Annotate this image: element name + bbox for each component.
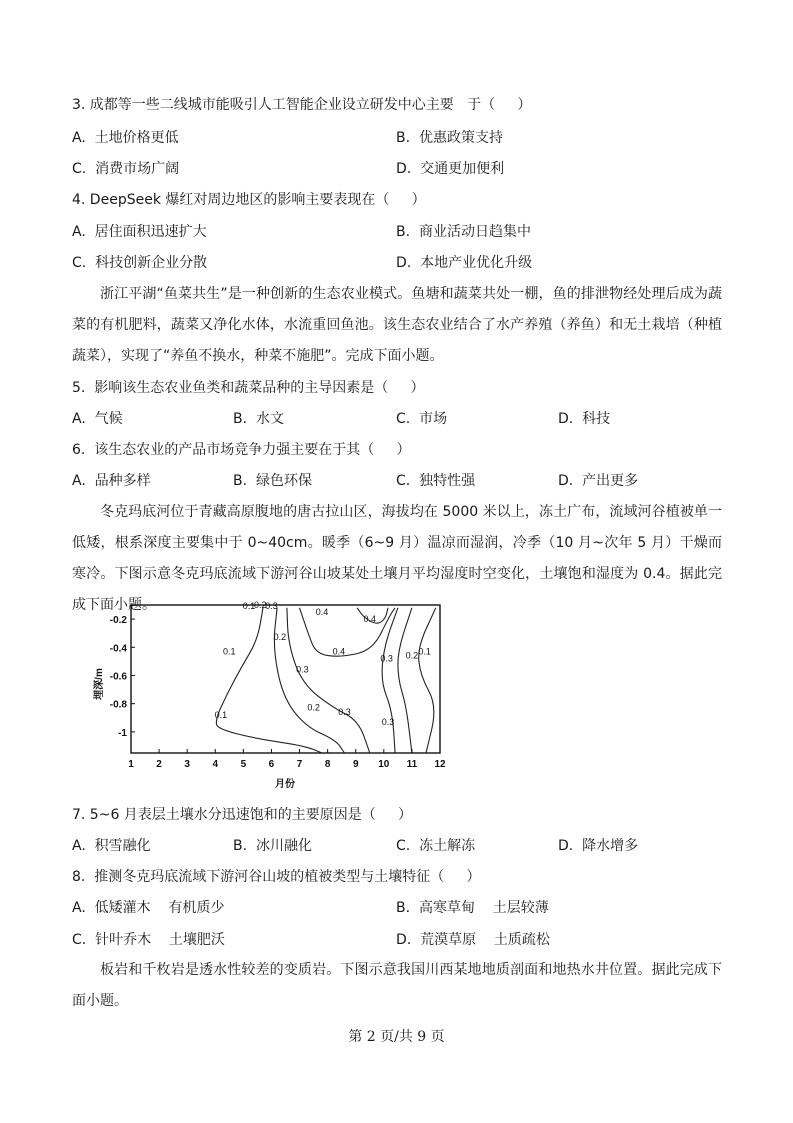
q3-option-c: C. 消费市场广阔 (72, 161, 180, 177)
contour-label: 0.1 (223, 646, 236, 657)
x-tick-label: 7 (296, 759, 303, 770)
x-axis-label: 月份 (275, 779, 295, 790)
y-tick-label: -1 (118, 727, 127, 739)
x-tick-label: 10 (378, 759, 390, 770)
q8-option-d: D. 荒漠草原 土质疏松 (396, 932, 550, 948)
contour-label: 0.2 (253, 599, 267, 610)
question-5-stem: 5. 影响该生态农业鱼类和蔬菜品种的主导因素是（ ） (72, 380, 425, 396)
x-tick-label: 5 (240, 759, 247, 770)
y-tick-label: -0.8 (109, 699, 127, 711)
q3-option-b: B. 优惠政策支持 (396, 130, 503, 146)
x-tick-label: 8 (324, 759, 331, 770)
x-tick-label: 9 (352, 759, 359, 770)
q8-option-b: B. 高寒草甸 土层较薄 (396, 900, 549, 916)
q7-option-a: A. 积雪融化 (72, 838, 151, 854)
contour-line-03-2 (287, 608, 370, 753)
contour-label: 0.3 (338, 706, 351, 717)
q7-option-d: D. 降水增多 (558, 838, 639, 854)
y-tick-label: -0.6 (109, 671, 127, 683)
question-6-stem: 6. 该生态农业的产品市场竞争力强主要在于其（ ） (72, 442, 411, 458)
x-tick-label: 4 (212, 759, 219, 770)
q5-option-c: C. 市场 (396, 411, 448, 427)
q4-option-c: C. 科技创新企业分散 (72, 255, 208, 271)
q6-option-a: A. 品种多样 (72, 473, 151, 489)
contour-lines (216, 608, 435, 753)
soil-moisture-contour-chart (90, 596, 460, 796)
q5-option-d: D. 科技 (558, 411, 611, 427)
contour-line-02-1 (274, 608, 344, 753)
contour-line-04-3 (300, 608, 396, 656)
question-8-stem: 8. 推测冬克玛底流域下游河谷山坡的植被类型与土壤特征（ ） (72, 869, 481, 885)
y-tick-label: -0.2 (109, 615, 127, 627)
q6-option-c: C. 独特性强 (396, 473, 476, 489)
x-axis-ticks (128, 749, 446, 770)
q8-option-a: A. 低矮灌木 有机质少 (72, 900, 225, 916)
y-tick-label: -0.4 (109, 643, 127, 655)
q5-option-b: B. 水文 (233, 411, 284, 427)
passage-geothermal: 板岩和千枚岩是透水性较差的变质岩。下图示意我国川西某地地质剖面和地热水井位置。据此完成下面小题。 (72, 962, 722, 1009)
q5-option-a: A. 气候 (72, 411, 123, 427)
contour-label: 0.4 (332, 646, 346, 657)
passage-fish-vegetable: 浙江平湖“鱼菜共生”是一种创新的生态农业模式。鱼塘和蔬菜共处一棚，鱼的排泄物经处理后成为蔬菜的有机肥料，蔬菜又净化水体，水流重回鱼池。该生态农业结合了水产养殖（养鱼）和无土栽培（种植蔬菜），实现了“养鱼不换水，种菜不施肥”。完成下面小题。 (72, 286, 722, 364)
x-tick-label: 2 (156, 759, 162, 770)
contour-line-01-0 (216, 608, 322, 753)
question-4-stem: 4. DeepSeek 爆红对周边地区的影响主要表现在（ ） (72, 192, 426, 208)
contour-label: 0.4 (363, 613, 377, 624)
contour-line-02-6 (398, 608, 412, 753)
question-7-stem: 7. 5~6 月表层土壤水分迅速饱和的主要原因是（ ） (72, 807, 413, 823)
x-tick-label: 12 (434, 759, 446, 770)
x-tick-label: 1 (128, 759, 134, 770)
q3-option-d: D. 交通更加便利 (396, 161, 505, 177)
contour-label: 0.2 (405, 650, 419, 661)
q7-option-c: C. 冻土解冻 (396, 838, 476, 854)
x-tick-label: 3 (184, 759, 190, 770)
contour-label: 0.3 (380, 653, 393, 664)
q6-option-b: B. 绿色环保 (233, 473, 312, 489)
y-axis-label: 埋深/m (94, 668, 105, 700)
passage-dongkemadi: 冬克玛底河位于青藏高原腹地的唐古拉山区，海拔均在 5000 米以上，冻土广布，流域河谷植被单一低矮，根系深度主要集中于 0~40cm。暖季（6~9 月）温凉而湿润，冷季（10 月~次年 5 月）干燥而寒冷。下图示意冬克玛底流域下游河谷山坡某处土壤月平均湿度时空变化，土壤饱和湿度为 0.4。据此完成下面小题。 (72, 504, 722, 613)
x-tick-label: 6 (268, 759, 275, 770)
contour-label: 0.3 (296, 664, 309, 675)
contour-label: 0.2 (307, 702, 320, 713)
contour-label: 0.2 (273, 632, 287, 643)
contour-label: 0.1 (214, 709, 228, 720)
contour-label: 0.1 (242, 601, 256, 612)
q4-option-b: B. 商业活动日趋集中 (396, 224, 531, 240)
q4-option-d: D. 本地产业优化升级 (396, 255, 533, 271)
contour-line-01-7 (419, 608, 436, 753)
contour-label: 0.3 (265, 601, 278, 612)
q8-option-c: C. 针叶乔木 土壤肥沃 (72, 932, 225, 948)
contour-label: 0.4 (315, 606, 329, 617)
q4-option-a: A. 居住面积迅速扩大 (72, 224, 207, 240)
page-footer: 第 2 页/共 9 页 (348, 1029, 445, 1045)
contour-line-03-5 (382, 608, 398, 753)
question-3-stem: 3. 成都等一些二线城市能吸引人工智能企业设立研发中心主要 于（ ） (72, 97, 532, 113)
contour-label: 0.3 (381, 716, 395, 727)
q6-option-d: D. 产出更多 (558, 473, 639, 489)
contour-label: 0.1 (418, 646, 431, 657)
q3-option-a: A. 土地价格更低 (72, 130, 179, 146)
q7-option-b: B. 冰川融化 (233, 838, 312, 854)
x-tick-label: 11 (406, 759, 418, 770)
